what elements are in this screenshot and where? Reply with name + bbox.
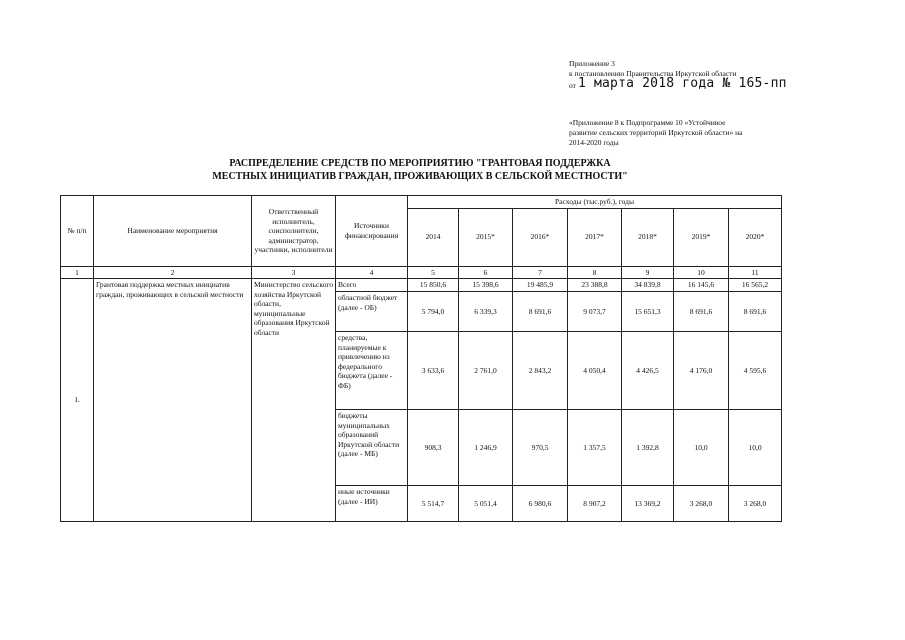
source-label: бюджеты муниципальных образований Иркутской области (далее - МБ) [336, 410, 408, 486]
value-cell: 5 794,0 [408, 292, 459, 332]
header-year: 2018* [622, 208, 674, 266]
value-cell: 10,0 [729, 410, 782, 486]
annex-line-2: развитие сельских территорий Иркутской области» на [569, 128, 743, 137]
value-cell: 15 850,6 [408, 279, 459, 292]
value-cell: 13 369,2 [622, 486, 674, 522]
value-cell: 19 485,9 [513, 279, 568, 292]
annex-line-3: 2014-2020 годы [569, 138, 619, 147]
column-number: 1 [61, 266, 94, 279]
value-cell: 5 514,7 [408, 486, 459, 522]
header-name: Наименование мероприятия [94, 196, 252, 267]
value-cell: 1 392,8 [622, 410, 674, 486]
value-cell: 6 339,3 [459, 292, 513, 332]
order-handwritten: 1 марта 2018 года № 165-пп [577, 76, 787, 91]
source-label: областной бюджет (далее - ОБ) [336, 292, 408, 332]
value-cell: 908,3 [408, 410, 459, 486]
column-number: 10 [674, 266, 729, 279]
order-line [569, 78, 799, 90]
table-row-total [61, 279, 782, 292]
value-cell: 8 691,6 [513, 292, 568, 332]
row-number: 1. [61, 279, 94, 522]
value-cell: 6 980,6 [513, 486, 568, 522]
value-cell: 15 651,3 [622, 292, 674, 332]
header-sources: Источники финансирования [336, 196, 408, 267]
header-year: 2015* [459, 208, 513, 266]
header-num: № п/п [61, 196, 94, 267]
header-expenses: Расходы (тыс.руб.), годы [408, 196, 782, 209]
header-year: 2020* [729, 208, 782, 266]
header-year: 2014 [408, 208, 459, 266]
appendix-block [569, 59, 799, 90]
value-cell: 4 426,5 [622, 332, 674, 410]
source-label: средства, планируемые к привлечению из федерального бюджета (далее - ФБ) [336, 332, 408, 410]
header-year: 2017* [568, 208, 622, 266]
header-year: 2016* [513, 208, 568, 266]
title-line-1: РАСПРЕДЕЛЕНИЕ СРЕДСТВ ПО МЕРОПРИЯТИЮ "ГРАНТОВАЯ ПОДДЕРЖКА [229, 158, 611, 169]
column-number: 11 [729, 266, 782, 279]
value-cell: 1 246,9 [459, 410, 513, 486]
value-cell: 4 050,4 [568, 332, 622, 410]
value-cell: 2 843,2 [513, 332, 568, 410]
title-line-2: МЕСТНЫХ ИНИЦИАТИВ ГРАЖДАН, ПРОЖИВАЮЩИХ В СЕЛЬСКОЙ МЕСТНОСТИ" [212, 170, 628, 182]
column-number: 3 [252, 266, 336, 279]
value-cell: 9 073,7 [568, 292, 622, 332]
value-cell: 3 268,0 [729, 486, 782, 522]
value-cell: 8 691,6 [674, 292, 729, 332]
column-number: 2 [94, 266, 252, 279]
column-number: 9 [622, 266, 674, 279]
event-executor: Министерство сельского хозяйства Иркутской области, муниципальные образования Иркутской области [252, 279, 336, 522]
value-cell: 16 145,6 [674, 279, 729, 292]
value-cell: 10,0 [674, 410, 729, 486]
header-executor: Ответственный исполнитель, соисполнители, администратор, участники, исполнители [252, 196, 336, 267]
appendix-line-2: к постановлению Правительства Иркутской области [569, 68, 737, 78]
value-cell: 8 691,6 [729, 292, 782, 332]
value-cell: 23 388,8 [568, 279, 622, 292]
annex-line-1: «Приложение 8 к Подпрограмме 10 «Устойчивое [569, 118, 726, 127]
event-name: Грантовая поддержка местных инициатив граждан, проживающих в сельской местности [94, 279, 252, 522]
document-title [180, 158, 660, 183]
value-cell: 970,5 [513, 410, 568, 486]
column-number: 6 [459, 266, 513, 279]
value-cell: 16 565,2 [729, 279, 782, 292]
value-cell: 8 907,2 [568, 486, 622, 522]
distribution-table [60, 195, 782, 522]
column-number: 4 [336, 266, 408, 279]
value-cell: 2 761,0 [459, 332, 513, 410]
value-cell: 3 633,6 [408, 332, 459, 410]
source-label: Всего [336, 279, 408, 292]
source-label: иные источники (далее - ИИ) [336, 486, 408, 522]
value-cell: 4 595,6 [729, 332, 782, 410]
column-number: 8 [568, 266, 622, 279]
value-cell: 3 268,0 [674, 486, 729, 522]
column-number: 5 [408, 266, 459, 279]
value-cell: 34 839,8 [622, 279, 674, 292]
annex-block [569, 118, 794, 148]
value-cell: 5 051,4 [459, 486, 513, 522]
column-number: 7 [513, 266, 568, 279]
header-year: 2019* [674, 208, 729, 266]
order-prefix: от [569, 80, 576, 90]
appendix-line-1: Приложение 3 [569, 59, 615, 68]
value-cell: 4 176,0 [674, 332, 729, 410]
value-cell: 1 357,5 [568, 410, 622, 486]
value-cell: 15 398,6 [459, 279, 513, 292]
